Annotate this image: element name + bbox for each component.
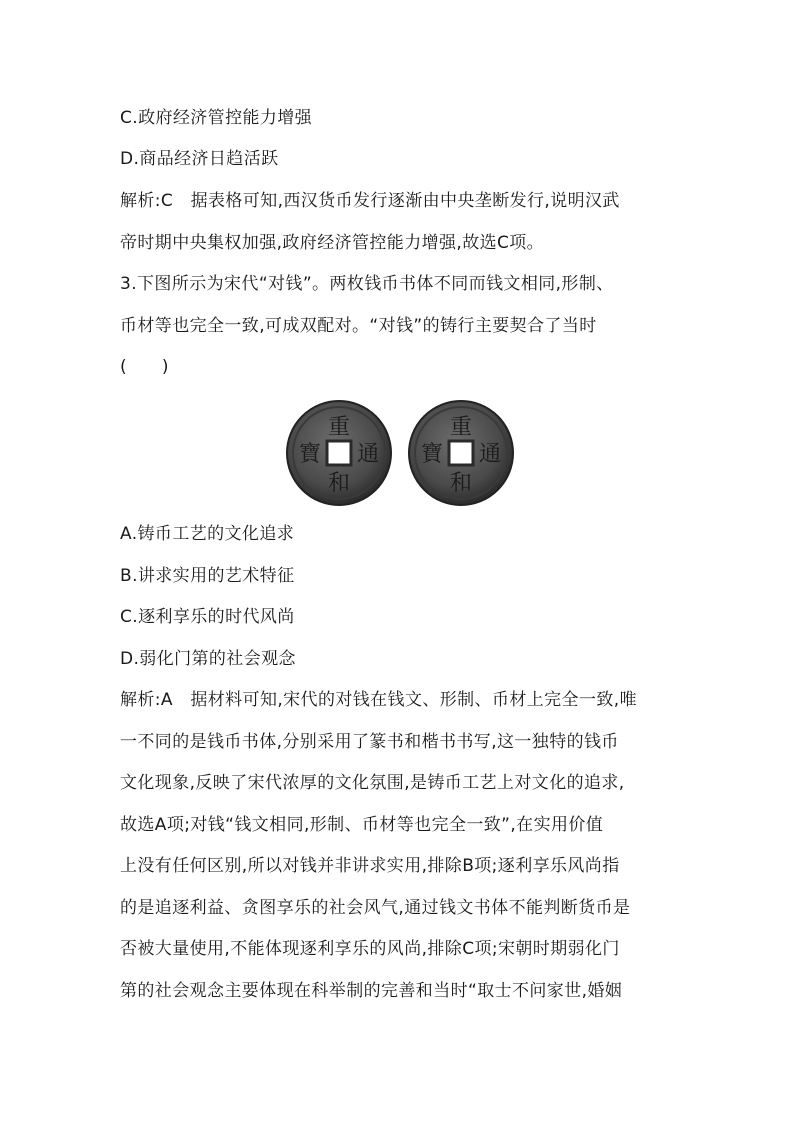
coin-left-bottom-char: 和 [327, 471, 351, 496]
option-a: A.铸币工艺的文化追求 [120, 524, 295, 544]
coin-left-top-char: 重 [327, 415, 351, 440]
coin-left-left-char: 寶 [298, 442, 322, 467]
analysis-line-1: 解析:A 据材料可知,宋代的对钱在钱文、形制、币材上完全一致,唯 [120, 690, 637, 710]
analysis-line-3: 文化现象,反映了宋代浓厚的文化氛围,是铸币工艺上对文化的追求, [120, 773, 625, 793]
analysis-line-5: 上没有任何区别,所以对钱并非讲求实用,排除B项;逐利享乐风尚指 [120, 856, 620, 876]
coin-right-bottom-char: 和 [449, 471, 473, 496]
question-3-line-1: 3.下图所示为宋代“对钱”。两枚钱币书体不同而钱文相同,形制、 [120, 274, 614, 294]
analysis-line-6: 的是追逐利益、贪图享乐的社会风气,通过钱文书体不能判断货币是 [120, 898, 631, 918]
coin-left-right-char: 通 [356, 442, 380, 467]
analysis-line-8: 第的社会观念主要体现在科举制的完善和当时“取士不问家世,婚姻 [120, 981, 623, 1001]
coin-left [287, 401, 391, 505]
analysis-line-2: 一不同的是钱币书体,分别采用了篆书和楷书书写,这一独特的钱币 [120, 732, 619, 752]
answer-blank: ( ) [120, 357, 169, 377]
coin-right-right-char: 通 [478, 442, 502, 467]
coin-right-left-char: 寶 [420, 442, 444, 467]
coin-right-top-char: 重 [449, 415, 473, 440]
coin-right [409, 401, 513, 505]
option-d: D.弱化门第的社会观念 [120, 649, 296, 669]
question-3-line-2: 币材等也完全一致,可成双配对。“对钱”的铸行主要契合了当时 [120, 316, 597, 336]
analysis-prev-line-1: 解析:C 据表格可知,西汉货币发行逐渐由中央垄断发行,说明汉武 [120, 191, 620, 211]
analysis-prev-line-2: 帝时期中央集权加强,政府经济管控能力增强,故选C项。 [120, 233, 545, 253]
option-d-prev: D.商品经济日趋活跃 [120, 149, 279, 169]
song-coins-image [284, 398, 516, 508]
option-b: B.讲求实用的艺术特征 [120, 566, 295, 586]
analysis-line-7: 否被大量使用,不能体现逐利享乐的风尚,排除C项;宋朝时期弱化门 [120, 939, 620, 959]
option-c: C.逐利享乐的时代风尚 [120, 607, 295, 627]
analysis-line-4: 故选A项;对钱“钱文相同,形制、币材等也完全一致”,在实用价值 [120, 815, 604, 835]
option-c-prev: C.政府经济管控能力增强 [120, 108, 313, 128]
